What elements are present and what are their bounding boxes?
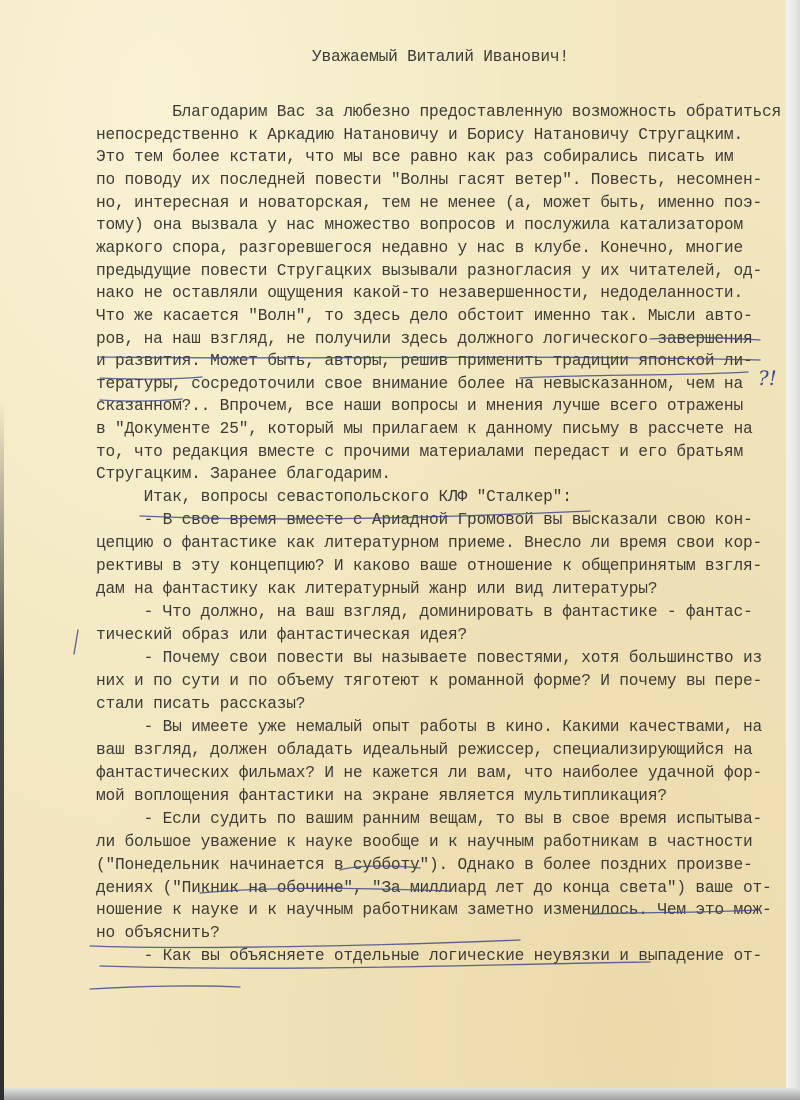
text-line: Итак, вопросы севастопольского КЛФ "Сталкер": bbox=[96, 488, 572, 507]
salutation: Уважаемый Виталий Иванович! bbox=[312, 48, 569, 66]
text-line: Благодарим Вас за любезно предоставленную возможность обратиться bbox=[96, 103, 782, 121]
text-line: непосредственно к Аркадию Натановичу и Борису Натановичу Стругацким. bbox=[96, 125, 743, 144]
text-line: - Как вы объясняете отдельные логические неувязки и выпадение от- bbox=[96, 947, 762, 966]
text-line: Стругацким. Заранее благодарим. bbox=[96, 465, 391, 484]
text-line: нако не оставляли ощущения какой-то незавершенности, недоделанности. bbox=[96, 284, 743, 303]
text-line: - Если судить по вашим ранним вещам, то вы в свое время испытыва- bbox=[96, 809, 762, 828]
text-line: - Почему свои повести вы называете повестями, хотя большинство из bbox=[96, 649, 762, 667]
text-line: но объяснить? bbox=[96, 924, 220, 943]
text-line: - Что должно, на ваш взгляд, доминировать в фантастике - фантас- bbox=[96, 603, 753, 622]
text-line: и развития. Может быть, авторы, решив применить традиции японской ли- bbox=[96, 352, 753, 371]
text-line: стали писать рассказы? bbox=[96, 694, 306, 713]
text-line: ров, на наш взгляд, не получили здесь должного логического завершения bbox=[96, 329, 753, 348]
text-line: Это тем более кстати, что мы все равно как раз собирались писать им bbox=[96, 148, 734, 167]
text-line: ваш взгляд, должен обладать идеальный режиссер, специализирующийся на bbox=[96, 740, 753, 759]
text-line: ли большое уважение к науке вообще и к научным работникам в частности bbox=[96, 832, 753, 851]
text-line: тический образ или фантастическая идея? bbox=[96, 626, 468, 645]
text-line: жаркого спора, разгоревшегося недавно у нас в клубе. Конечно, многие bbox=[96, 238, 743, 257]
text-line: - В свое время вместе с Ариадной Громовой вы высказали свою кон- bbox=[96, 511, 753, 530]
text-line: дам на фантастику как литературный жанр или вид литературы? bbox=[96, 580, 658, 599]
margin-note: ?! bbox=[758, 366, 777, 390]
scan-border-left bbox=[0, 400, 4, 1100]
text-line: то, что редакция вместе с прочими материалами передаст и его братьям bbox=[96, 442, 743, 461]
text-line: но, интересная и новаторская, тем не менее (а, может быть, именно поэ- bbox=[96, 193, 762, 212]
text-line: фантастических фильмах? И не кажется ли вам, что наиболее удачной фор- bbox=[96, 763, 762, 782]
text-line: рективы в эту концепцию? И каково ваше отношение к общепринятым взгля- bbox=[96, 557, 762, 576]
text-line: в "Документе 25", который мы прилагаем к данному письму в рассчете на bbox=[96, 420, 753, 439]
scan-border-bottom bbox=[0, 1088, 800, 1100]
text-line: тому) она вызвала у нас множество вопросов и послужила катализатором bbox=[96, 216, 743, 235]
text-line: цепцию о фантастике как литературном приеме. Внесло ли время свои кор- bbox=[96, 534, 762, 553]
text-line: предыдущие повести Стругацких вызывали разногласия у их читателей, од- bbox=[96, 261, 762, 280]
text-line: мой воплощения фантастики на экране является мультипликация? bbox=[96, 786, 667, 805]
text-line: по поводу их последней повести "Волны гасят ветер". Повесть, несомнен- bbox=[96, 170, 762, 189]
text-line: - Вы имеете уже немалый опыт работы в кино. Какими качествами, на bbox=[96, 717, 762, 736]
scan-border-right bbox=[786, 0, 800, 1100]
text-line: ношение к науке и к научным работникам заметно изменилось. Чем это мож- bbox=[96, 901, 772, 920]
text-line: тературы, сосредоточили свое внимание более на невысказанном, чем на bbox=[96, 374, 743, 393]
text-line: ("Понедельник начинается в субботу"). Однако в более поздних произве- bbox=[96, 855, 753, 874]
text-line: сказанном?.. Впрочем, все наши вопросы и мнения лучше всего отражены bbox=[96, 397, 743, 416]
text-line: Что же касается "Волн", то здесь дело обстоит именно так. Мысли авто- bbox=[96, 306, 753, 325]
text-line: них и по сути и по объему тяготеют к романной форме? И почему вы пере- bbox=[96, 671, 762, 690]
text-line: дениях ("Пикник на обочине", "За миллиард лет до конца света") ваше от- bbox=[96, 878, 772, 897]
